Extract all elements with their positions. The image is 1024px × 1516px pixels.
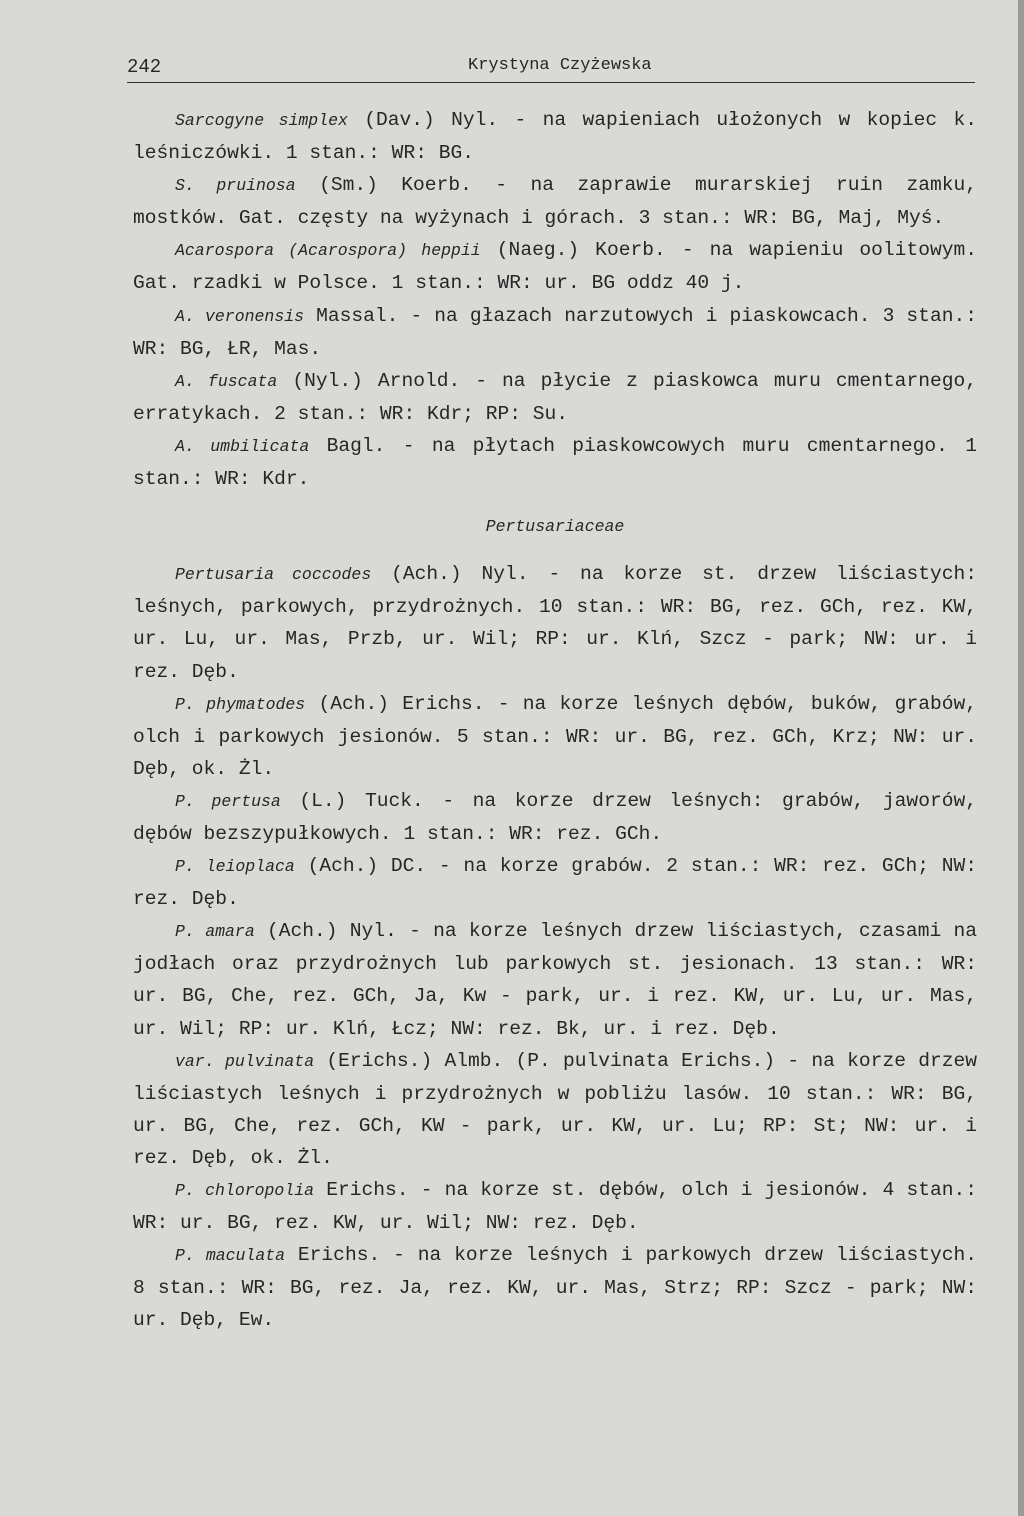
entry [133, 104, 977, 169]
entry [133, 1045, 977, 1174]
entry [133, 1239, 977, 1336]
entry [133, 300, 977, 365]
taxon-name: var. pulvinata [175, 1051, 315, 1071]
taxon-name: A. veronensis [175, 306, 305, 326]
entry-text: (Ach.) Erichs. - na korze leśnych dębów, buków, grabów, olch i parkowych jesionów. 5 stan.: WR: ur. BG, rez. GCh, Krz; NW: ur. Dęb, ok. Żl. [133, 692, 977, 780]
taxon-name: P. amara [175, 922, 255, 942]
entry [133, 785, 977, 850]
header-rule [127, 82, 975, 83]
page-edge-shadow [1018, 0, 1024, 1516]
entry [133, 430, 977, 495]
taxon-name: S. pruinosa [175, 176, 296, 196]
entry [133, 915, 977, 1044]
entry-text: Massal. - na głazach narzutowych i piaskowcach. 3 stan.: WR: BG, ŁR, Mas. [133, 304, 977, 360]
entry [133, 365, 977, 430]
taxon-name: P. pertusa [175, 791, 281, 811]
taxon-name: P. phymatodes [175, 694, 306, 714]
entry-text: Bagl. - na płytach piaskowcowych muru cmentarnego. 1 stan.: WR: Kdr. [133, 434, 977, 491]
taxon-name: P. maculata [175, 1246, 286, 1266]
taxon-name: P. chloropolia [175, 1181, 315, 1200]
taxon-name: Acarospora (Acarospora) heppii [175, 241, 481, 261]
entry-text: Erichs. - na korze st. dębów, olch i jesionów. 4 stan.: WR: ur. BG, rez. KW, ur. Wil; NW: rez. Dęb. [133, 1179, 978, 1235]
taxon-name: P. leioplaca [175, 857, 295, 877]
entry-text: (Erichs.) Almb. (P. pulvinata Erichs.) - na korze drzew liściastych leśnych i przydrożnych w pobliżu lasów. 10 stan.: WR: BG, ur. BG, Che, rez. GCh, KW - park, ur. KW, ur. Lu; RP: St; NW: ur. i rez. Dęb, ok. Żl. [133, 1049, 977, 1169]
entry-text: (Ach.) Nyl. - na korze leśnych drzew liściastych, czasami na jodłach oraz przydrożnych lub parkowych st. jesionach. 13 stan.: WR: ur. BG, Che, rez. GCh, Ja, Kw - park, ur. i rez. KW, ur. Lu, ur. Mas, ur. Wil; RP: ur. Klń, Łcz; NW: rez. Bk, ur. i rez. Dęb. [133, 920, 977, 1040]
taxon-name: Sarcogyne simplex [175, 111, 348, 130]
running-head: Krystyna Czyżewska [468, 56, 652, 75]
page-body [133, 104, 977, 1336]
section-title: Pertusariaceae [485, 517, 625, 537]
entry-text: (Ach.) DC. - na korze grabów. 2 stan.: WR: rez. GCh; NW: rez. Dęb. [133, 855, 977, 911]
entry [133, 850, 977, 915]
entry-text: Erichs. - na korze leśnych i parkowych drzew liściastych. 8 stan.: WR: BG, rez. Ja, rez. KW, ur. Mas, Strz; RP: Szcz - park; NW: ur. Dęb, Ew. [133, 1244, 977, 1332]
entry-text: (L.) Tuck. - na korze drzew leśnych: grabów, jaworów, dębów bezszypułkowych. 1 stan.: WR: rez. GCh. [133, 789, 977, 845]
entry [133, 688, 977, 785]
entry-text: (Naeg.) Koerb. - na wapieniu oolitowym. Gat. rzadki w Polsce. 1 stan.: WR: ur. BG oddz 40 j. [133, 239, 977, 295]
entry [133, 558, 977, 687]
taxon-name: Pertusaria coccodes [175, 565, 372, 585]
entry-text: (Dav.) Nyl. - na wapieniach ułożonych w kopiec k. leśniczówki. 1 stan.: WR: BG. [133, 109, 977, 165]
entry-text: (Sm.) Koerb. - na zaprawie murarskiej ruin zamku, mostków. Gat. częsty na wyżynach i górach. 3 stan.: WR: BG, Maj, Myś. [133, 174, 978, 230]
entry [133, 234, 977, 299]
entry [133, 169, 977, 234]
page-number: 242 [127, 56, 162, 78]
page-header [127, 56, 975, 80]
entry-text: (Nyl.) Arnold. - na płycie z piaskowca muru cmentarnego, erratykach. 2 stan.: WR: Kdr; RP: Su. [133, 369, 977, 425]
taxon-name: A. fuscata [175, 371, 278, 391]
taxon-name: A. umbilicata [175, 436, 310, 456]
entry [133, 1174, 977, 1239]
entry-text: (Ach.) Nyl. - na korze st. drzew liściastych: leśnych, parkowych, przydrożnych. 10 stan.: WR: BG, rez. GCh, rez. KW, ur. Lu, ur. Mas, Przb, ur. Wil; RP: ur. Klń, Szcz - park; NW: ur. i rez. Dęb. [133, 563, 977, 683]
